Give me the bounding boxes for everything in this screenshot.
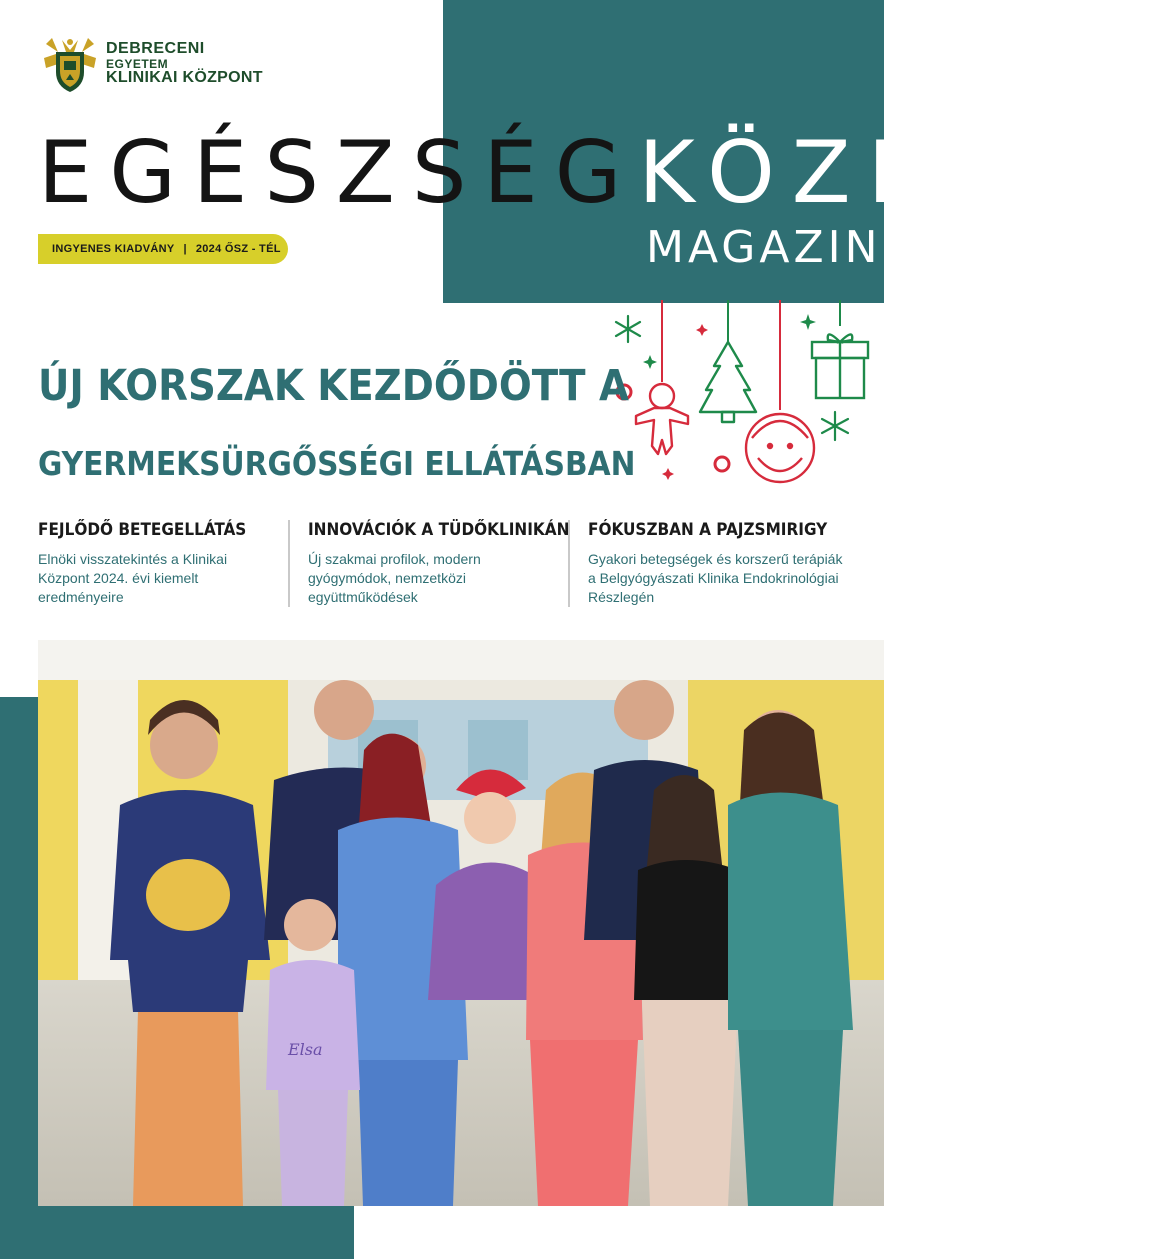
issue-separator: | (183, 243, 187, 255)
teaser-item[interactable] (568, 520, 858, 607)
issue-label: INGYENES KIADVÁNY (52, 243, 175, 255)
teaser-body: Új szakmai profilok, modern gyógymódok, nemzetközi együttműködések (308, 551, 481, 605)
magazine-subtitle: MAGAZIN (646, 222, 882, 273)
crest-logo-icon (40, 34, 100, 94)
snowflake-icon (715, 457, 729, 471)
snowflake-icon (822, 412, 848, 440)
title-dark-part: EGÉSZSÉG (38, 123, 639, 223)
teaser-title: FÓKUSZBAN A PAJZSMIRIGY (588, 520, 828, 540)
star-icon (662, 324, 708, 480)
issue-badge (38, 234, 288, 264)
magazine-title (38, 123, 1172, 223)
star-icon (643, 314, 816, 369)
teaser-item[interactable] (288, 520, 568, 607)
santa-icon (746, 414, 814, 482)
cover-photo-illustration (38, 640, 884, 1206)
brand-line-1: DEBRECENI (106, 39, 205, 57)
christmas-tree-icon (700, 342, 756, 422)
title-light-part: KÖZPONT (638, 123, 1172, 223)
teaser-title: INNOVÁCIÓK A TÜDŐKLINIKÁN (308, 520, 570, 540)
teaser-row (38, 520, 858, 607)
christmas-ornaments (608, 300, 884, 500)
shirt-text: Elsa (288, 1040, 323, 1059)
gift-box-icon (812, 334, 868, 398)
brand-logo[interactable] (40, 34, 263, 94)
brand-name (106, 41, 263, 87)
cover-photo (38, 640, 884, 1206)
gingerbread-man-icon (636, 384, 688, 454)
teaser-item[interactable] (38, 520, 288, 607)
teaser-body: Elnöki visszatekintés a Klinikai Központ 2024. évi kiemelt eredményeire (38, 551, 228, 605)
brand-line-3: KLINIKAI KÖZPONT (106, 69, 263, 87)
headline-line-1: ÚJ KORSZAK KEZDŐDÖTT A (38, 361, 629, 411)
brand-line-2: EGYETEM (106, 56, 169, 71)
snowflake-icon (616, 316, 640, 342)
teaser-body: Gyakori betegségek és korszerű terápiák a Belgyógyászati Klinika Endokrinológiai Részlegén (588, 551, 843, 605)
issue-edition: 2024 ŐSZ - TÉL (195, 243, 281, 255)
teaser-title: FEJLŐDŐ BETEGELLÁTÁS (38, 520, 247, 540)
headline-line-2: GYERMEKSÜRGŐSSÉGI ELLÁTÁSBAN (38, 444, 636, 483)
